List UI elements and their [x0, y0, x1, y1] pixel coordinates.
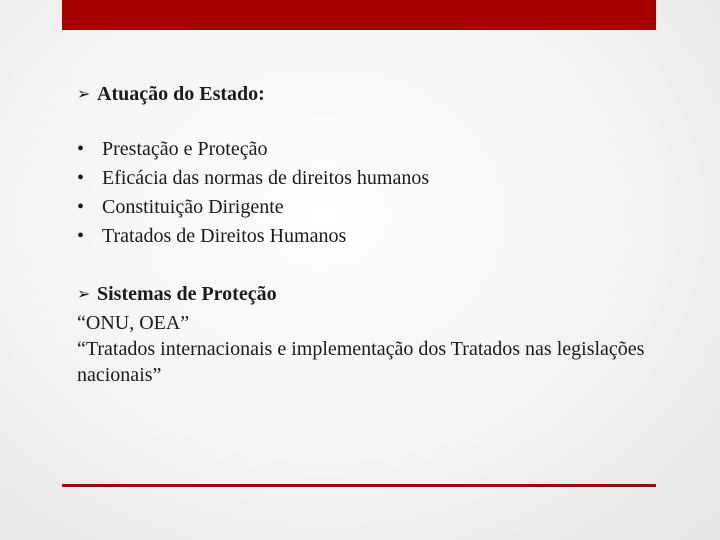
top-accent-bar: [62, 0, 656, 30]
list-item: [77, 164, 677, 193]
section-heading-atuacao: [77, 80, 677, 108]
section-heading-text: Atuação do Estado:: [97, 83, 265, 105]
section-heading-sistemas: [77, 280, 677, 308]
arrow-bullet-icon: ➢: [77, 284, 91, 303]
section-heading-text: Sistemas de Proteção: [97, 283, 277, 305]
slide-content: [77, 80, 677, 388]
arrow-bullet-icon: ➢: [77, 84, 91, 103]
bottom-divider-line: [62, 484, 656, 487]
bullet-icon: •: [77, 196, 85, 218]
list-item: [77, 193, 677, 222]
bullet-list: [77, 135, 677, 251]
list-item-text: Tratados de Direitos Humanos: [102, 225, 347, 247]
bullet-icon: •: [77, 225, 85, 247]
list-item: [77, 222, 677, 251]
bullet-icon: •: [77, 138, 85, 160]
list-item-text: Constituição Dirigente: [102, 196, 284, 218]
quote-text: “Tratados internacionais e implementação dos Tratados nas legislações nacionais”: [77, 338, 645, 386]
list-item: [77, 135, 677, 164]
list-item-text: Eficácia das normas de direitos humanos: [102, 167, 430, 189]
bullet-icon: •: [77, 167, 85, 189]
quote-text: “ONU, OEA”: [77, 312, 190, 334]
list-item-text: Prestação e Proteção: [102, 138, 268, 160]
